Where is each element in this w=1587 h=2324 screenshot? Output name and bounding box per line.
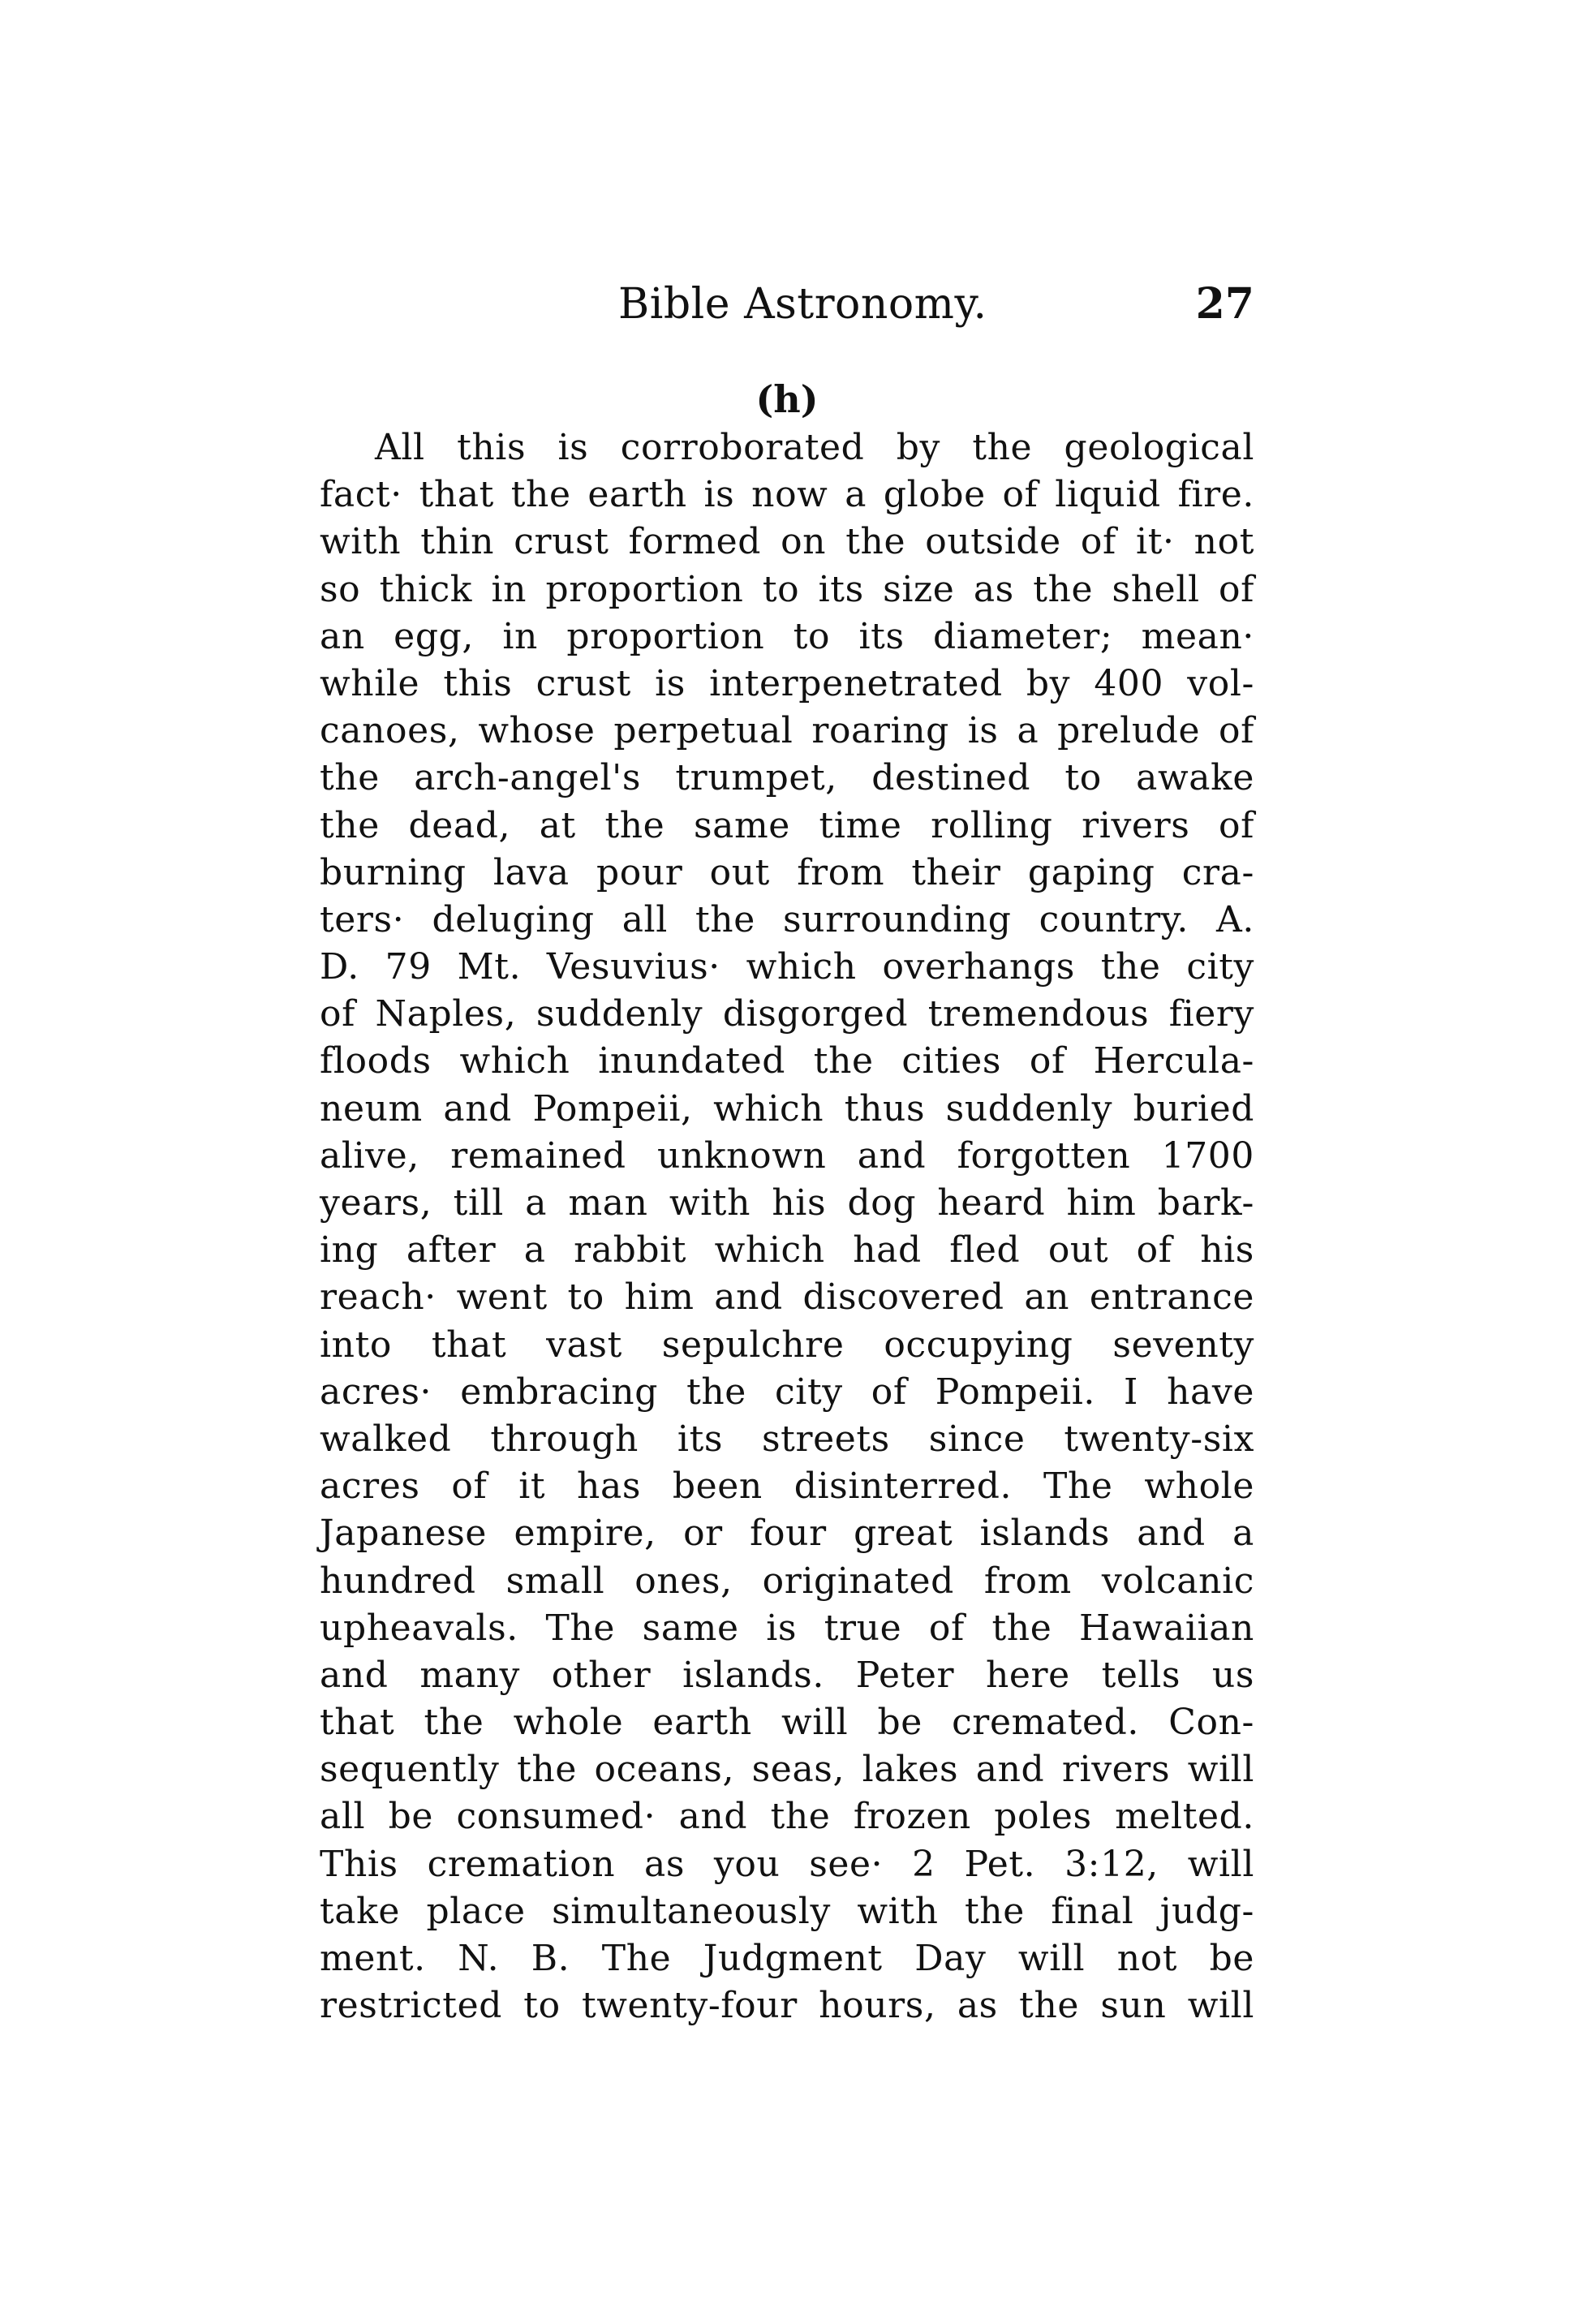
text-line: sequently the oceans, seas, lakes and rivers will	[320, 1749, 1254, 1791]
text-line: while this crust is interpenetrated by 400 vol-	[320, 662, 1254, 704]
text-line: take place simultaneously with the final judg-	[320, 1890, 1254, 1932]
text-line: ters· deluging all the surrounding country. A.	[320, 898, 1254, 940]
text-line: of Naples, suddenly disgorged tremendous fiery	[320, 993, 1254, 1035]
text-line: with thin crust formed on the outside of it· not	[320, 521, 1254, 563]
text-line: All this is corroborated by the geological	[375, 427, 1254, 468]
text-line: acres· embracing the city of Pompeii. I have	[320, 1371, 1254, 1413]
text-line: acres of it has been disinterred. The whole	[320, 1465, 1254, 1508]
text-line: restricted to twenty-four hours, as the sun will	[320, 1985, 1254, 2027]
text-line: the arch-angel's trumpet, destined to awake	[320, 757, 1254, 799]
text-line: neum and Pompeii, which thus suddenly buried	[320, 1087, 1254, 1130]
text-line: upheavals. The same is true of the Hawaiian	[320, 1607, 1254, 1649]
running-title: Bible Astronomy.	[618, 280, 987, 329]
text-line: fact· that the earth is now a globe of liquid fire.	[320, 474, 1254, 516]
text-line: and many other islands. Peter here tells us	[320, 1654, 1254, 1696]
body-paragraph	[320, 424, 1254, 2029]
text-line: D. 79 Mt. Vesuvius· which overhangs the city	[320, 946, 1254, 988]
text-line: years, till a man with his dog heard him bark-	[320, 1182, 1254, 1224]
text-line: ing after a rabbit which had fled out of his	[320, 1229, 1254, 1272]
page-number: 27	[1195, 279, 1254, 329]
text-line: into that vast sepulchre occupying seventy	[320, 1323, 1254, 1366]
text-line: ment. N. B. The Judgment Day will not be	[320, 1938, 1254, 1979]
text-line: burning lava pour out from their gaping cra-	[320, 851, 1254, 893]
text-line: alive, remained unknown and forgotten 1700	[320, 1134, 1254, 1177]
text-line: hundred small ones, originated from volcanic	[320, 1560, 1254, 1602]
section-label: (h)	[755, 377, 819, 421]
running-head	[320, 276, 1254, 333]
text-line: canoes, whose perpetual roaring is a prelude of	[320, 710, 1254, 752]
text-line: all be consumed· and the frozen poles melted.	[320, 1796, 1254, 1838]
text-line: so thick in proportion to its size as the shell of	[320, 568, 1254, 610]
text-line: the dead, at the same time rolling rivers of	[320, 804, 1254, 846]
text-line: an egg, in proportion to its diameter; mean·	[320, 615, 1254, 657]
text-line: that the whole earth will be cremated. Con-	[320, 1702, 1254, 1744]
text-line: floods which inundated the cities of Hercula-	[320, 1040, 1254, 1082]
text-line: This cremation as you see· 2 Pet. 3:12, will	[320, 1843, 1254, 1885]
text-line: walked through its streets since twenty-six	[320, 1418, 1254, 1460]
text-line: Japanese empire, or four great islands and a	[320, 1513, 1254, 1555]
text-line: reach· went to him and discovered an entrance	[320, 1276, 1254, 1319]
